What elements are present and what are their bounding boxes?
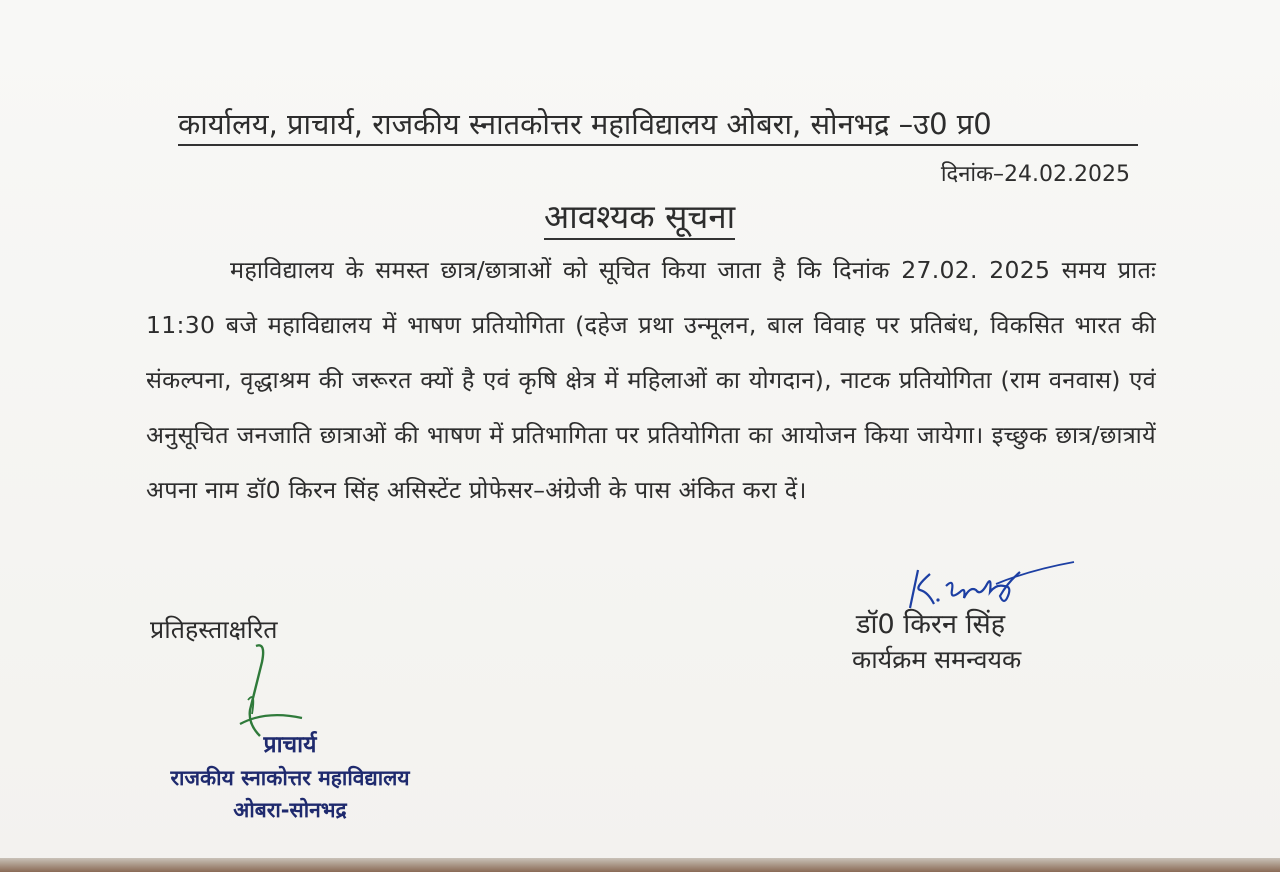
stamp-title: प्राचार्य xyxy=(263,732,317,758)
notice-title: आवश्यक सूचना xyxy=(544,196,735,240)
countersigned-label: प्रतिहस्ताक्षरित xyxy=(150,615,278,644)
notice-date: दिनांक–24.02.2025 xyxy=(940,162,1130,187)
office-header: कार्यालय, प्राचार्य, राजकीय स्नातकोत्तर महाविद्यालय ओबरा, सोनभद्र –उ0 प्र0 xyxy=(178,106,1138,146)
stamp-college: राजकीय स्नाकोत्तर महाविद्यालय xyxy=(170,766,410,790)
stamp-place: ओबरा-सोनभद्र xyxy=(233,798,347,822)
principal-stamp xyxy=(140,728,440,826)
notice-body: महाविद्यालय के समस्त छात्र/छात्राओं को सूचित किया जाता है कि दिनांक 27.02. 2025 समय प्रातः 11:30 बजे महाविद्यालय में भाषण प्रतियोगिता (दहेज प्रथा उन्मूलन, बाल विवाह पर प्रतिबंध, विकसित भारत की संकल्पना, वृद्धाश्रम की जरूरत क्यों है एवं कृषि क्षेत्र में महिलाओं का योगदान), नाटक प्रतियोगिता (राम वनवास) एवं अनुसूचित जनजाति छात्राओं की भाषण में प्रतिभागिता पर प्रतियोगिता का आयोजन किया जायेगा। इच्छुक छात्र/छात्रायें अपना नाम डॉ0 किरन सिंह असिस्टेंट प्रोफेसर–अंग्रेजी के पास अंकित करा दें। xyxy=(146,256,1156,504)
coordinator-role: कार्यक्रम समन्वयक xyxy=(852,645,1022,674)
coordinator-name: डॉ0 किरन सिंह xyxy=(856,609,1006,640)
page-edge xyxy=(0,858,1280,872)
